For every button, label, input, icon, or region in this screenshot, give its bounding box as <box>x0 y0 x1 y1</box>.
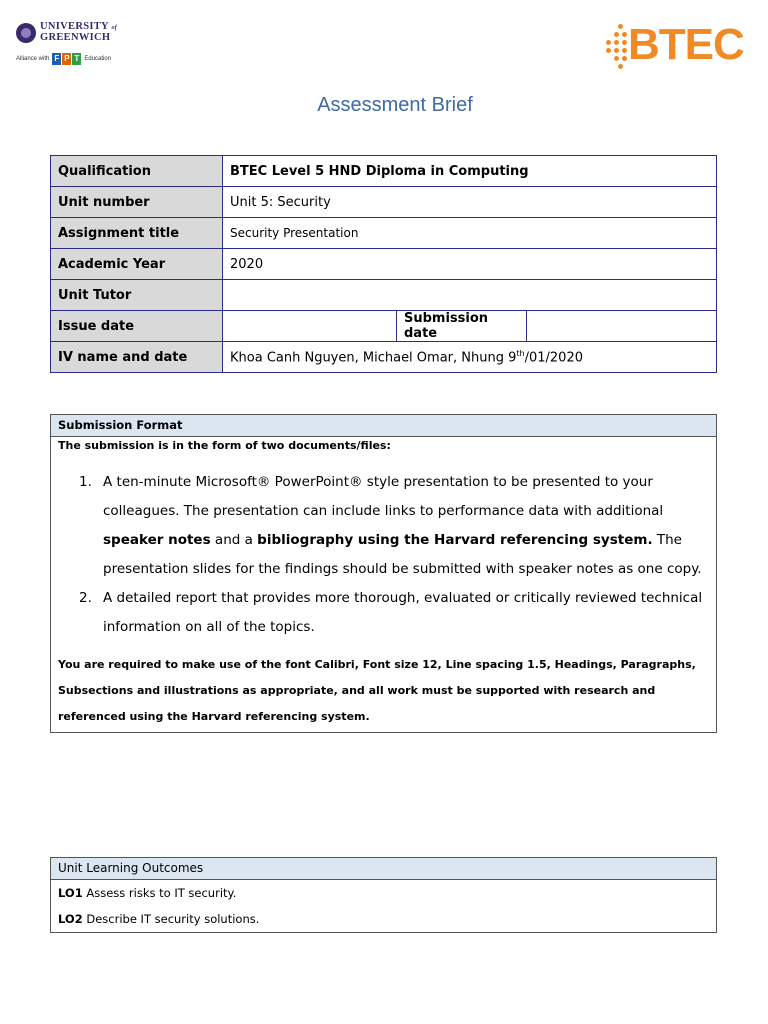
btec-logo <box>600 20 744 70</box>
alliance-line <box>16 53 117 65</box>
item1-text-a: A ten-minute Microsoft® PowerPoint® style presentation to be presented to your colleagues. The presentation can include links to performance data with additional <box>103 474 664 519</box>
fpt-letter-t: T <box>72 53 81 65</box>
learning-outcomes-header: Unit Learning Outcomes <box>51 858 716 880</box>
uog-line1: UNIVERSITY <box>40 21 109 32</box>
alliance-text: Alliance with <box>16 56 50 62</box>
list-item <box>51 584 716 642</box>
assessment-info-table <box>50 155 717 373</box>
iv-name-value <box>223 342 717 373</box>
outcome-lo1 <box>51 880 716 906</box>
submission-date-value <box>527 311 717 342</box>
education-text: Education <box>84 56 112 62</box>
iv-value-tail: /01/2020 <box>524 350 583 366</box>
submission-date-label: Submission date <box>397 311 527 342</box>
list-item <box>51 468 716 584</box>
lo1-code: LO1 <box>58 886 83 900</box>
assignment-title-label: Assignment title <box>51 218 223 249</box>
btec-dots-icon <box>600 20 628 70</box>
item-number: 2. <box>79 590 92 606</box>
table-row <box>51 218 717 249</box>
lo2-text: Describe IT security solutions. <box>82 912 260 926</box>
page-title: Assessment Brief <box>317 94 473 116</box>
submission-requirements: You are required to make use of the font Calibri, Font size 12, Line spacing 1.5, Headings, Paragraphs, Subsections and illustrations as appropriate, and all work must be supported with research and referenced using the Harvard referencing system. <box>58 658 696 723</box>
issue-date-label: Issue date <box>51 311 223 342</box>
unit-number-label: Unit number <box>51 187 223 218</box>
table-row <box>51 342 717 373</box>
btec-wordmark: BTEC <box>628 20 744 69</box>
iv-name-label: IV name and date <box>51 342 223 373</box>
academic-year-label: Academic Year <box>51 249 223 280</box>
item1-text-b: speaker notes <box>103 532 211 548</box>
qualification-value: BTEC Level 5 HND Diploma in Computing <box>223 156 717 187</box>
issue-date-value <box>223 311 397 342</box>
item1-text-e: The presentation slides for the findings should be submitted with speaker notes as one copy. <box>103 532 702 577</box>
lo2-code: LO2 <box>58 912 83 926</box>
unit-number-value: Unit 5: Security <box>223 187 717 218</box>
table-row <box>51 187 717 218</box>
item-number: 1. <box>79 474 92 490</box>
assignment-title-value: Security Presentation <box>223 218 717 249</box>
iv-value-sup: th <box>516 348 525 358</box>
submission-intro: The submission is in the form of two documents/files: <box>58 439 391 452</box>
table-row <box>51 280 717 311</box>
outcome-lo2 <box>51 906 716 932</box>
table-row <box>51 156 717 187</box>
fpt-logo <box>52 53 81 65</box>
fpt-letter-p: P <box>64 54 70 63</box>
uog-of: of <box>111 25 118 31</box>
submission-list <box>51 468 716 642</box>
learning-outcomes-box <box>50 857 717 933</box>
submission-format-box <box>50 414 717 733</box>
university-crest-icon <box>16 23 36 43</box>
item1-text-d: bibliography using the Harvard referencing system. <box>257 532 653 548</box>
qualification-label: Qualification <box>51 156 223 187</box>
academic-year-value: 2020 <box>223 249 717 280</box>
unit-tutor-value <box>223 280 717 311</box>
fpt-letter-f: F <box>52 53 61 65</box>
iv-value-main: Khoa Canh Nguyen, Michael Omar, Nhung 9 <box>230 350 517 366</box>
unit-tutor-label: Unit Tutor <box>51 280 223 311</box>
university-of-greenwich-logo <box>16 22 117 65</box>
table-row <box>51 249 717 280</box>
uog-line2: GREENWICH <box>40 32 111 43</box>
lo1-text: Assess risks to IT security. <box>82 886 237 900</box>
submission-format-header: Submission Format <box>51 415 716 437</box>
table-row <box>51 311 717 342</box>
item1-text-c: and a <box>210 532 258 548</box>
item2-text: A detailed report that provides more thorough, evaluated or critically reviewed technical information on all of the topics. <box>103 590 703 635</box>
